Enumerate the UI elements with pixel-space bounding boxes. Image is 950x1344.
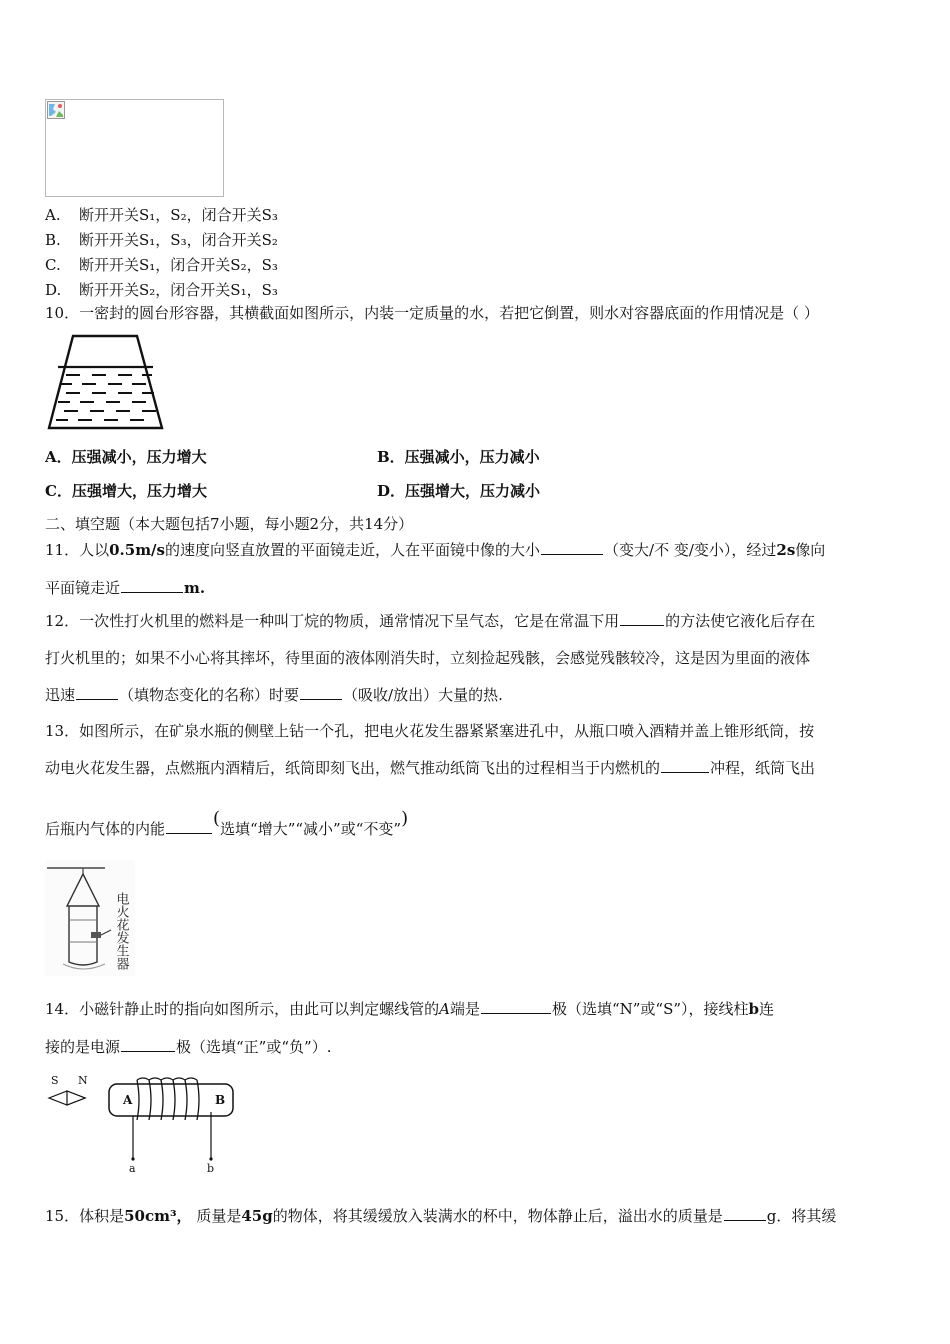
q12-line-1: 12．一次性打火机里的燃料是一种叫丁烷的物质，通常情况下呈气态，它是在常温下用 的方法使它液化后存在 — [45, 612, 816, 630]
q14-line-1: 14．小磁针静止时的指向如图所示，由此可以判定螺线管的A端是 极（选填“N”或“S”），接线柱b连 — [45, 1000, 775, 1018]
q12-line-2: 打火机里的；如果不小心将其摔坏，待里面的液体刚消失时，立刻捡起残骸，会感觉残骸较冷，这是因为里面的液体 — [45, 649, 811, 667]
q12-blank-3[interactable] — [300, 685, 342, 700]
q13-blank-1[interactable] — [661, 758, 709, 773]
q13-line-1: 13．如图所示，在矿泉水瓶的侧壁上钻一个孔，把电火花发生器紧紧塞进孔中，从瓶口喷入酒精并盖上锥形纸筒，按 — [45, 722, 815, 740]
q11-line-1: 11．人以0.5m/s的速度向竖直放置的平面镜走近，人在平面镜中像的大小 （变大/不 变/变小），经过2s像向 — [45, 541, 826, 559]
q14-blank-2[interactable] — [121, 1037, 175, 1052]
broken-image-icon — [47, 101, 65, 119]
broken-image-placeholder — [45, 99, 224, 197]
svg-text:b: b — [207, 1162, 215, 1175]
svg-text:a: a — [129, 1162, 136, 1175]
q10-stem: 10．一密封的圆台形容器，其横截面如图所示，内装一定质量的水，若把它倒置，则水对容器底面的作用情况是（ ） — [45, 304, 819, 322]
section-heading-fill-in: 二、填空题（本大题包括7小题，每小题2分，共14分） — [45, 515, 414, 533]
q14-blank-1[interactable] — [481, 999, 551, 1014]
svg-text:电火花发生器: 电火花发生器 — [113, 892, 129, 970]
svg-text:S: S — [51, 1074, 59, 1087]
q13-blank-2[interactable] — [166, 819, 212, 834]
q15-line-1: 15．体积是50cm³， 质量是45g的物体，将其缓缓放入装满水的杯中，物体静止后，溢出水的质量是 g．将其缓 — [45, 1207, 837, 1225]
q9-option-d: D. 断开开关S₂，闭合开关S₁，S₃ — [45, 281, 278, 299]
q14-line-2: 接的是电源 极（选填“正”或“负”）. — [45, 1038, 332, 1056]
q13-line-3: 后瓶内气体的内能 (选填“增大”“减小”或“不变”) — [45, 808, 409, 838]
q15-blank-1[interactable] — [724, 1206, 766, 1221]
svg-text:B: B — [215, 1093, 226, 1107]
q10-option-c: C．压强增大，压力增大 — [45, 482, 207, 500]
svg-text:N: N — [78, 1074, 88, 1087]
q12-blank-2[interactable] — [76, 685, 118, 700]
q9-option-a: A. 断开开关S₁，S₂，闭合开关S₃ — [45, 206, 278, 224]
svg-text:A: A — [123, 1093, 133, 1107]
q11-line-2: 平面镜走近 m. — [45, 579, 206, 597]
q9-option-b: B. 断开开关S₁，S₃，闭合开关S₂ — [45, 231, 278, 249]
q11-blank-2[interactable] — [121, 578, 183, 593]
q12-line-3: 迅速 （填物态变化的名称）时要 （吸收/放出）大量的热. — [45, 686, 503, 704]
solenoid-figure — [45, 1072, 245, 1176]
q10-option-d: D．压强增大，压力减小 — [377, 482, 541, 500]
q12-blank-1[interactable] — [620, 611, 664, 626]
q10-option-a: A．压强减小，压力增大 — [45, 448, 207, 466]
frustum-container-figure — [46, 334, 164, 430]
q11-blank-1[interactable] — [541, 540, 603, 555]
q10-option-b: B．压强减小，压力减小 — [377, 448, 540, 466]
q13-line-2: 动电火花发生器，点燃瓶内酒精后，纸筒即刻飞出，燃气推动纸筒飞出的过程相当于内燃机的 冲程，纸筒飞出 — [45, 759, 816, 777]
spark-bottle-figure — [45, 860, 135, 976]
q9-option-c: C. 断开开关S₁，闭合开关S₂，S₃ — [45, 256, 278, 274]
